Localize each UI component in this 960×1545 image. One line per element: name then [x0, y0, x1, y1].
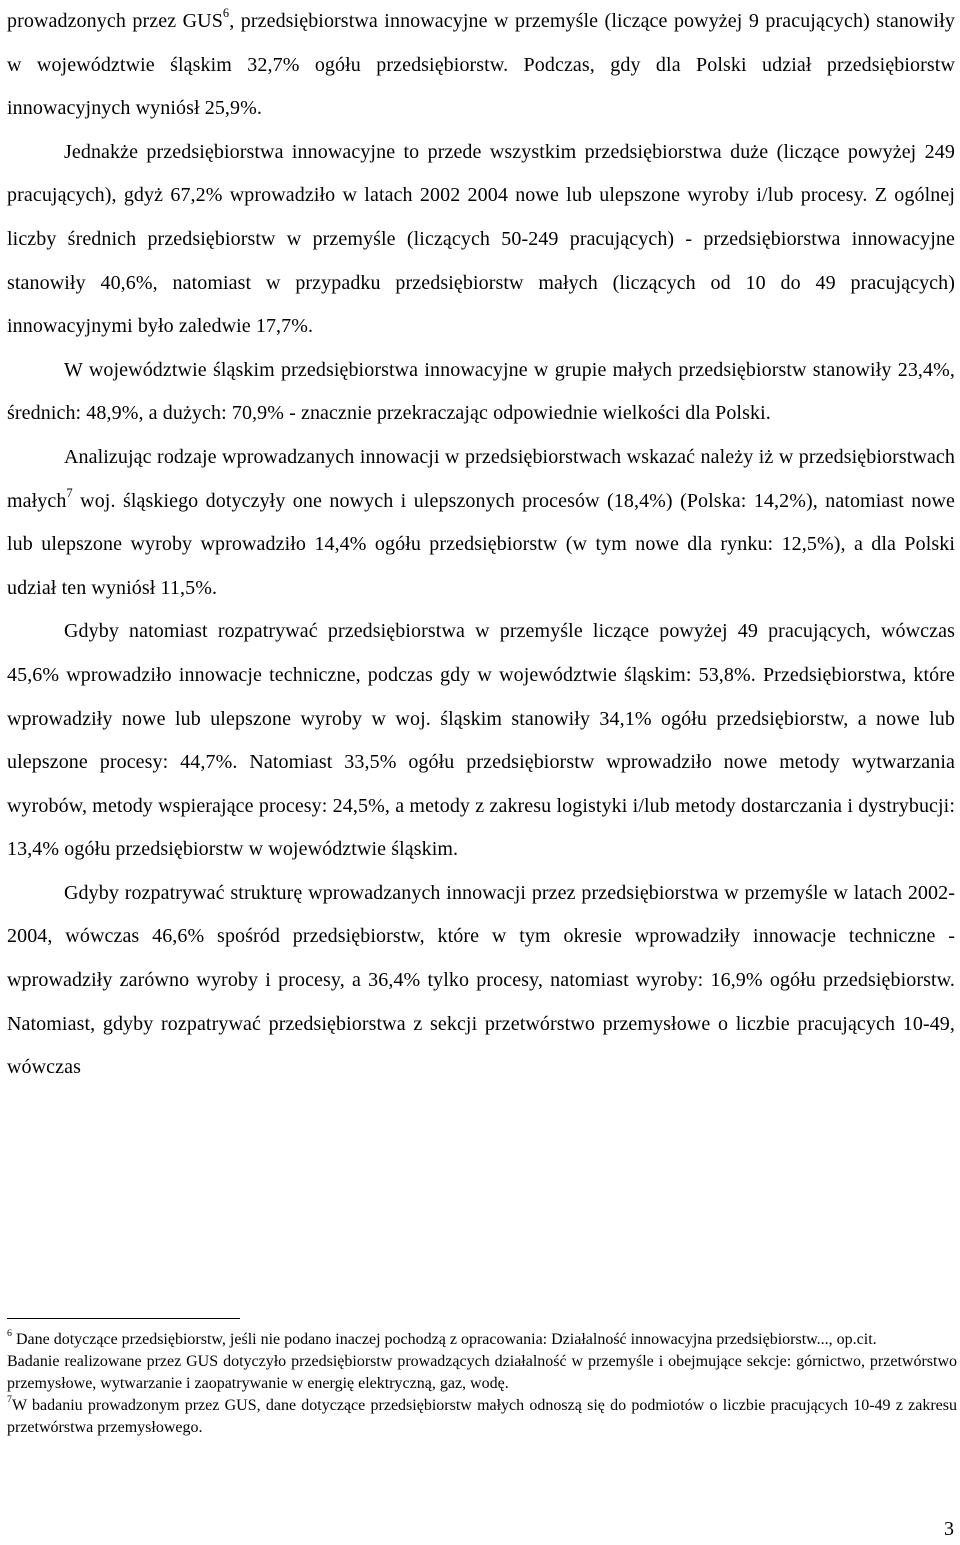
paragraph-4: [7, 436, 955, 610]
paragraph-1-text-a: prowadzonych przez GUS: [7, 10, 223, 32]
footnote-7: [7, 1395, 957, 1439]
paragraph-5: Gdyby natomiast rozpatrywać przedsiębiorstwa w przemyśle liczące powyżej 49 pracujących, wówczas 45,6% wprowadziło innowacje techniczne, podczas gdy w województwie śląskim: 53,8%. Przedsiębiorstwa, które wprowadziły nowe lub ulepszone wyroby w woj. śląskim stanowiły 34,1% ogółu przedsiębiorstw, a nowe lub ulepszone procesy: 44,7%. Natomiast 33,5% ogółu przedsiębiorstw wprowadziło nowe metody wytwarzania wyrobów, metody wspierające procesy: 24,5%, a metody z zakresu logistyki i/lub metody dostarczania i dystrybucji: 13,4% ogółu przedsiębiorstw w województwie śląskim.: [7, 620, 955, 861]
paragraph-3: W województwie śląskim przedsiębiorstwa innowacyjne w grupie małych przedsiębiorstw stanowiły 23,4%, średnich: 48,9%, a dużych: 70,9% - znacznie przekraczając odpowiednie wielkości dla Polski.: [7, 358, 955, 425]
footnote-7-marker: 7: [7, 1394, 12, 1406]
page-number: 3: [944, 1518, 954, 1540]
footnote-6: [7, 1329, 957, 1351]
body-text: [7, 0, 955, 1090]
footnotes: [7, 1329, 957, 1439]
document-page: [7, 0, 955, 1090]
footnote-ref-6: 6: [222, 6, 230, 21]
footnote-separator: [7, 1318, 240, 1319]
footnote-7-text: W badaniu prowadzonym przez GUS, dane dotyczące przedsiębiorstw małych odnoszą się do podmiotów o liczbie pracujących 10-49 z zakresu przetwórstwa przemysłowego.: [7, 1397, 957, 1436]
footnote-6-continuation: [7, 1351, 957, 1395]
paragraph-4-text-b: woj. śląskiego dotyczyły one nowych i ulepszonych procesów (18,4%) (Polska: 14,2%), natomiast nowe lub ulepszone wyroby wprowadziło 14,4% ogółu przedsiębiorstw (w tym nowe dla rynku: 12,5%), a dla Polski udział ten wyniósł 11,5%.: [7, 489, 955, 599]
footnote-6-text: Dane dotyczące przedsiębiorstw, jeśli nie podano inaczej pochodzą z opracowania: Działalność innowacyjna przedsiębiorstw..., op.cit.: [11, 1331, 877, 1348]
paragraph-4-text-a: Analizując rodzaje wprowadzanych innowacji w przedsiębiorstwach wskazać należy iż w przedsiębiorstwach małych: [7, 445, 955, 512]
paragraph-1-text-b: , przedsiębiorstwa innowacyjne w przemyśle (liczące powyżej 9 pracujących) stanowiły w województwie śląskim 32,7% ogółu przedsiębiorstw. Podczas, gdy dla Polski udział przedsiębiorstw innowacyjnych wyniósł 25,9%.: [7, 10, 955, 120]
paragraph-6: Gdyby rozpatrywać strukturę wprowadzanych innowacji przez przedsiębiorstwa w przemyśle w latach 2002-2004, wówczas 46,6% spośród przedsiębiorstw, które w tym okresie wprowadziły innowacje techniczne - wprowadziły zarówno wyroby i procesy, a 36,4% tylko procesy, natomiast wyroby: 16,9% ogółu przedsiębiorstw. Natomiast, gdyby rozpatrywać przedsiębiorstwa z sekcji przetwórstwo przemysłowe o liczbie pracujących 10-49, wówczas: [7, 881, 955, 1079]
footnote-ref-7: 7: [66, 486, 73, 501]
paragraph-2: Jednakże przedsiębiorstwa innowacyjne to przede wszystkim przedsiębiorstwa duże (liczące powyżej 249 pracujących), gdyż 67,2% wprowadziło w latach 2002 2004 nowe lub ulepszone wyroby i/lub procesy. Z ogólnej liczby średnich przedsiębiorstw w przemyśle (liczących 50-249 pracujących) - przedsiębiorstwa innowacyjne stanowiły 40,6%, natomiast w przypadku przedsiębiorstw małych (liczących od 10 do 49 pracujących) innowacyjnymi było zaledwie 17,7%.: [7, 140, 955, 338]
footnote-6-marker: 6: [7, 1328, 12, 1340]
paragraph-1: [7, 0, 955, 131]
footnote-6-continuation-text: Badanie realizowane przez GUS dotyczyło przedsiębiorstw prowadzących działalność w przemyśle i obejmujące sekcje: górnictwo, przetwórstwo przemysłowe, wytwarzanie i zaopatrywanie w energię elektryczną, gaz, wodę.: [7, 1353, 957, 1392]
